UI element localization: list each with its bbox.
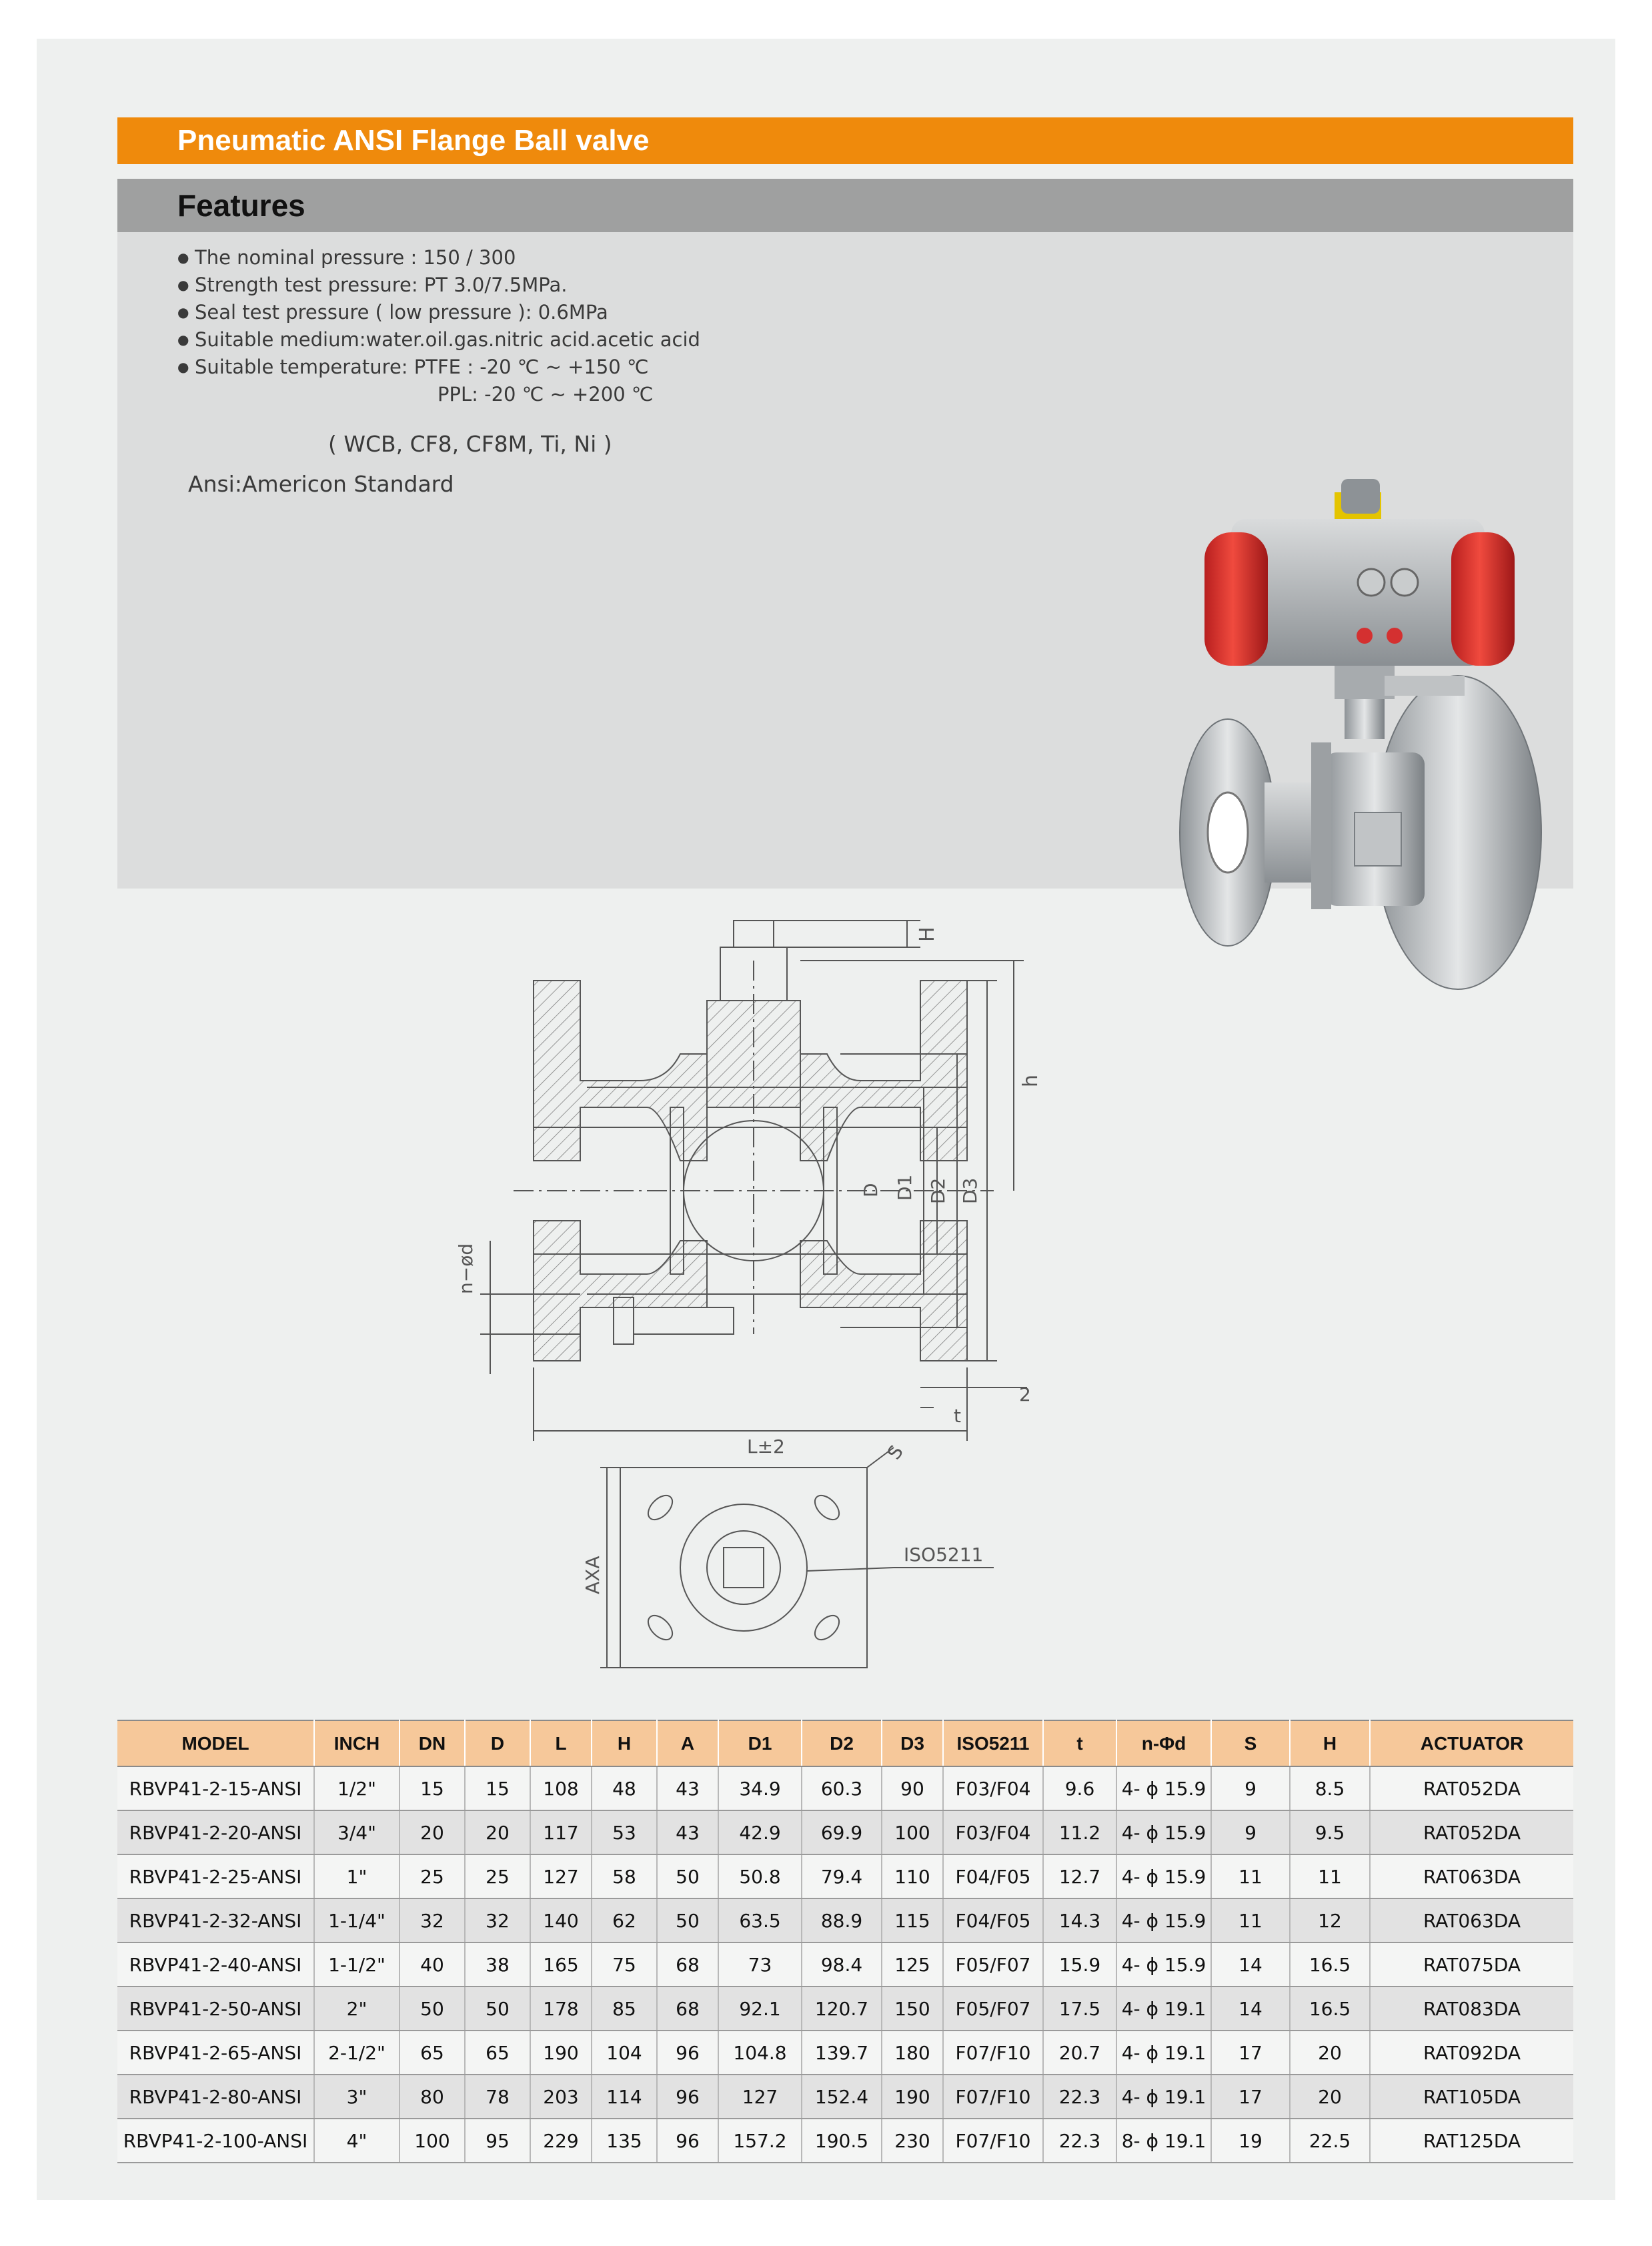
table-cell: 1" [314,1854,399,1898]
bullet-icon: ● [177,359,189,375]
table-cell: 4- ɸ 15.9 [1116,1810,1211,1854]
dim-label-s: S [882,1441,908,1464]
table-cell: 157.2 [718,2119,802,2163]
table-cell: RBVP41-2-40-ANSI [117,1942,314,1987]
table-cell: 8.5 [1290,1766,1370,1810]
table-cell: 50 [465,1987,530,2031]
table-cell: 127 [530,1854,592,1898]
table-cell: 78 [465,2075,530,2119]
table-cell: F05/F07 [943,1942,1043,1987]
table-cell: RAT075DA [1370,1942,1573,1987]
table-cell: 110 [882,1854,943,1898]
spec-table [117,1720,1573,2163]
bullet-icon: ● [177,249,189,265]
table-cell: 50 [399,1987,465,2031]
table-cell: 20 [1290,2031,1370,2075]
table-cell: 11 [1290,1854,1370,1898]
table-cell: 95 [465,2119,530,2163]
dim-label-h-top: H [916,927,939,942]
table-cell: RBVP41-2-65-ANSI [117,2031,314,2075]
table-cell: 4- ɸ 15.9 [1116,1942,1211,1987]
table-cell: 4- ɸ 15.9 [1116,1898,1211,1942]
table-cell: 4- ɸ 15.9 [1116,1854,1211,1898]
table-cell: 68 [657,1987,718,2031]
table-cell: 4- ɸ 19.1 [1116,2075,1211,2119]
table-cell: 22.3 [1043,2119,1116,2163]
table-cell: 117 [530,1810,592,1854]
table-cell: 104 [592,2031,657,2075]
table-cell: RAT063DA [1370,1854,1573,1898]
col-header: D1 [718,1720,802,1766]
table-cell: 180 [882,2031,943,2075]
table-cell: 4" [314,2119,399,2163]
table-cell: 22.5 [1290,2119,1370,2163]
dim-label-l: L±2 [747,1436,785,1458]
dim-label-iso: ISO5211 [904,1544,984,1566]
table-cell: 79.4 [802,1854,882,1898]
table-row [117,1942,1573,1987]
table-cell: 53 [592,1810,657,1854]
table-cell: 38 [465,1942,530,1987]
table-cell: 43 [657,1810,718,1854]
table-cell: 3/4" [314,1810,399,1854]
col-header: D [465,1720,530,1766]
table-cell: RAT092DA [1370,2031,1573,2075]
table-cell: 2" [314,1987,399,2031]
table-cell: 96 [657,2119,718,2163]
table-cell: 16.5 [1290,1942,1370,1987]
table-cell: 50 [657,1854,718,1898]
table-cell: 65 [465,2031,530,2075]
table-cell: 20 [399,1810,465,1854]
table-cell: 14 [1211,1942,1290,1987]
table-row [117,1898,1573,1942]
table-cell: 165 [530,1942,592,1987]
table-cell: RAT063DA [1370,1898,1573,1942]
table-cell: 125 [882,1942,943,1987]
table-cell: 120.7 [802,1987,882,2031]
dim-label-d3: D3 [959,1177,981,1204]
table-cell: 9.6 [1043,1766,1116,1810]
table-cell: 139.7 [802,2031,882,2075]
table-row [117,2119,1573,2163]
table-cell: F07/F10 [943,2075,1043,2119]
table-cell: 4- ɸ 15.9 [1116,1766,1211,1810]
table-cell: 20 [1290,2075,1370,2119]
col-header: n-Φd [1116,1720,1211,1766]
table-cell: 96 [657,2031,718,2075]
feature-item: ● Seal test pressure ( low pressure ): 0.6MPa [177,299,700,326]
table-cell: 203 [530,2075,592,2119]
table-cell: 73 [718,1942,802,1987]
table-cell: RBVP41-2-15-ANSI [117,1766,314,1810]
table-cell: 11.2 [1043,1810,1116,1854]
table-row [117,1810,1573,1854]
table-cell: RAT105DA [1370,2075,1573,2119]
table-row [117,1766,1573,1810]
bullet-icon: ● [177,304,189,320]
dim-label-t: t [954,1405,961,1427]
table-cell: 14 [1211,1987,1290,2031]
table-row [117,1854,1573,1898]
bullet-icon: ● [177,277,189,293]
table-cell: RAT052DA [1370,1810,1573,1854]
table-cell: 190.5 [802,2119,882,2163]
table-cell: F05/F07 [943,1987,1043,2031]
table-cell: 17 [1211,2031,1290,2075]
feature-item-continuation: PPL: -20 ℃ ~ +200 ℃ [438,383,654,406]
table-cell: 8- ɸ 19.1 [1116,2119,1211,2163]
table-cell: 100 [882,1810,943,1854]
table-cell: 2-1/2" [314,2031,399,2075]
table-cell: 135 [592,2119,657,2163]
table-cell: 16.5 [1290,1987,1370,2031]
table-cell: F04/F05 [943,1854,1043,1898]
table-cell: 88.9 [802,1898,882,1942]
table-cell: 17.5 [1043,1987,1116,2031]
materials-note: ( WCB, CF8, CF8M, Ti, Ni ) [328,431,612,457]
table-cell: 69.9 [802,1810,882,1854]
col-header: ACTUATOR [1370,1720,1573,1766]
table-cell: 17 [1211,2075,1290,2119]
table-cell: 15 [399,1766,465,1810]
dim-label-d1: D1 [894,1174,916,1201]
table-row [117,1987,1573,2031]
features-bar [117,179,1573,232]
table-cell: 98.4 [802,1942,882,1987]
table-cell: 114 [592,2075,657,2119]
table-cell: RBVP41-2-25-ANSI [117,1854,314,1898]
table-cell: 140 [530,1898,592,1942]
dim-label-two: 2 [1019,1383,1031,1406]
dim-label-n-phi-d: n−ød [455,1243,477,1294]
table-cell: 25 [399,1854,465,1898]
col-header: DN [399,1720,465,1766]
table-cell: 9 [1211,1766,1290,1810]
table-cell: 190 [882,2075,943,2119]
table-cell: RAT125DA [1370,2119,1573,2163]
table-cell: F03/F04 [943,1766,1043,1810]
title-bar [117,117,1573,164]
technical-drawing [427,907,1227,1674]
table-cell: 115 [882,1898,943,1942]
col-header: MODEL [117,1720,314,1766]
table-cell: 104.8 [718,2031,802,2075]
ansi-note: Ansi:Americon Standard [188,471,454,497]
table-cell: 60.3 [802,1766,882,1810]
table-cell: F07/F10 [943,2119,1043,2163]
table-cell: 11 [1211,1854,1290,1898]
table-cell: 85 [592,1987,657,2031]
table-cell: 4- ɸ 19.1 [1116,1987,1211,2031]
table-cell: 48 [592,1766,657,1810]
table-cell: 4- ɸ 19.1 [1116,2031,1211,2075]
table-row [117,2031,1573,2075]
table-body [117,1766,1573,2163]
table-cell: 150 [882,1987,943,2031]
table-cell: 3" [314,2075,399,2119]
table-cell: 12 [1290,1898,1370,1942]
table-cell: 22.3 [1043,2075,1116,2119]
table-cell: RBVP41-2-80-ANSI [117,2075,314,2119]
page-title: Pneumatic ANSI Flange Ball valve [177,124,650,157]
col-header: D2 [802,1720,882,1766]
table-cell: 108 [530,1766,592,1810]
table-cell: F03/F04 [943,1810,1043,1854]
feature-item: ● Strength test pressure: PT 3.0/7.5MPa. [177,271,700,299]
feature-item: ● The nominal pressure : 150 / 300 [177,244,700,271]
table-cell: 80 [399,2075,465,2119]
table-cell: 50.8 [718,1854,802,1898]
table-cell: 230 [882,2119,943,2163]
table-header-row [117,1720,1573,1766]
feature-item: ● Suitable medium:water.oil.gas.nitric acid.acetic acid [177,326,700,354]
table-cell: 50 [657,1898,718,1942]
table-cell: 43 [657,1766,718,1810]
table-cell: RBVP41-2-50-ANSI [117,1987,314,2031]
col-header: A [657,1720,718,1766]
feature-list [177,244,700,408]
table-cell: RAT083DA [1370,1987,1573,2031]
table-cell: F07/F10 [943,2031,1043,2075]
table-cell: 152.4 [802,2075,882,2119]
table-cell: 190 [530,2031,592,2075]
table-cell: 9.5 [1290,1810,1370,1854]
dim-label-h-total: h [1019,1074,1042,1087]
table-cell: 100 [399,2119,465,2163]
table-cell: 12.7 [1043,1854,1116,1898]
table-cell: 65 [399,2031,465,2075]
dim-label-axa: AXA [582,1556,604,1594]
col-header: L [530,1720,592,1766]
table-cell: 32 [399,1898,465,1942]
table-cell: 34.9 [718,1766,802,1810]
table-cell: 19 [1211,2119,1290,2163]
table-cell: 75 [592,1942,657,1987]
table-cell: 63.5 [718,1898,802,1942]
table-cell: 14.3 [1043,1898,1116,1942]
table-cell: F04/F05 [943,1898,1043,1942]
table-cell: 42.9 [718,1810,802,1854]
table-cell: 90 [882,1766,943,1810]
table-cell: 62 [592,1898,657,1942]
table-cell: 92.1 [718,1987,802,2031]
col-header: D3 [882,1720,943,1766]
col-header: t [1043,1720,1116,1766]
table-cell: 15.9 [1043,1942,1116,1987]
col-header: H [592,1720,657,1766]
col-header: S [1211,1720,1290,1766]
dim-label-d2: D2 [927,1177,949,1204]
table-cell: RBVP41-2-20-ANSI [117,1810,314,1854]
table-cell: 1-1/2" [314,1942,399,1987]
bullet-icon: ● [177,332,189,348]
table-cell: 9 [1211,1810,1290,1854]
col-header: INCH [314,1720,399,1766]
table-cell: 20 [465,1810,530,1854]
table-cell: 40 [399,1942,465,1987]
dim-label-d: D [860,1183,882,1197]
table-cell: RBVP41-2-32-ANSI [117,1898,314,1942]
features-panel [117,179,1573,889]
table-cell: 178 [530,1987,592,2031]
table-cell: 96 [657,2075,718,2119]
table-cell: 1/2" [314,1766,399,1810]
table-cell: 25 [465,1854,530,1898]
table-row [117,2075,1573,2119]
table-cell: 11 [1211,1898,1290,1942]
feature-item: ● Suitable temperature: PTFE : -20 ℃ ~ +150 ℃ [177,354,700,381]
table-cell: 1-1/4" [314,1898,399,1942]
table-cell: 229 [530,2119,592,2163]
col-header: ISO5211 [943,1720,1043,1766]
features-heading: Features [177,188,305,223]
table-cell: 32 [465,1898,530,1942]
table-cell: 15 [465,1766,530,1810]
table-cell: 68 [657,1942,718,1987]
table-cell: 127 [718,2075,802,2119]
table-cell: RAT052DA [1370,1766,1573,1810]
table-cell: 20.7 [1043,2031,1116,2075]
col-header: H [1290,1720,1370,1766]
table-cell: 58 [592,1854,657,1898]
table-cell: RBVP41-2-100-ANSI [117,2119,314,2163]
